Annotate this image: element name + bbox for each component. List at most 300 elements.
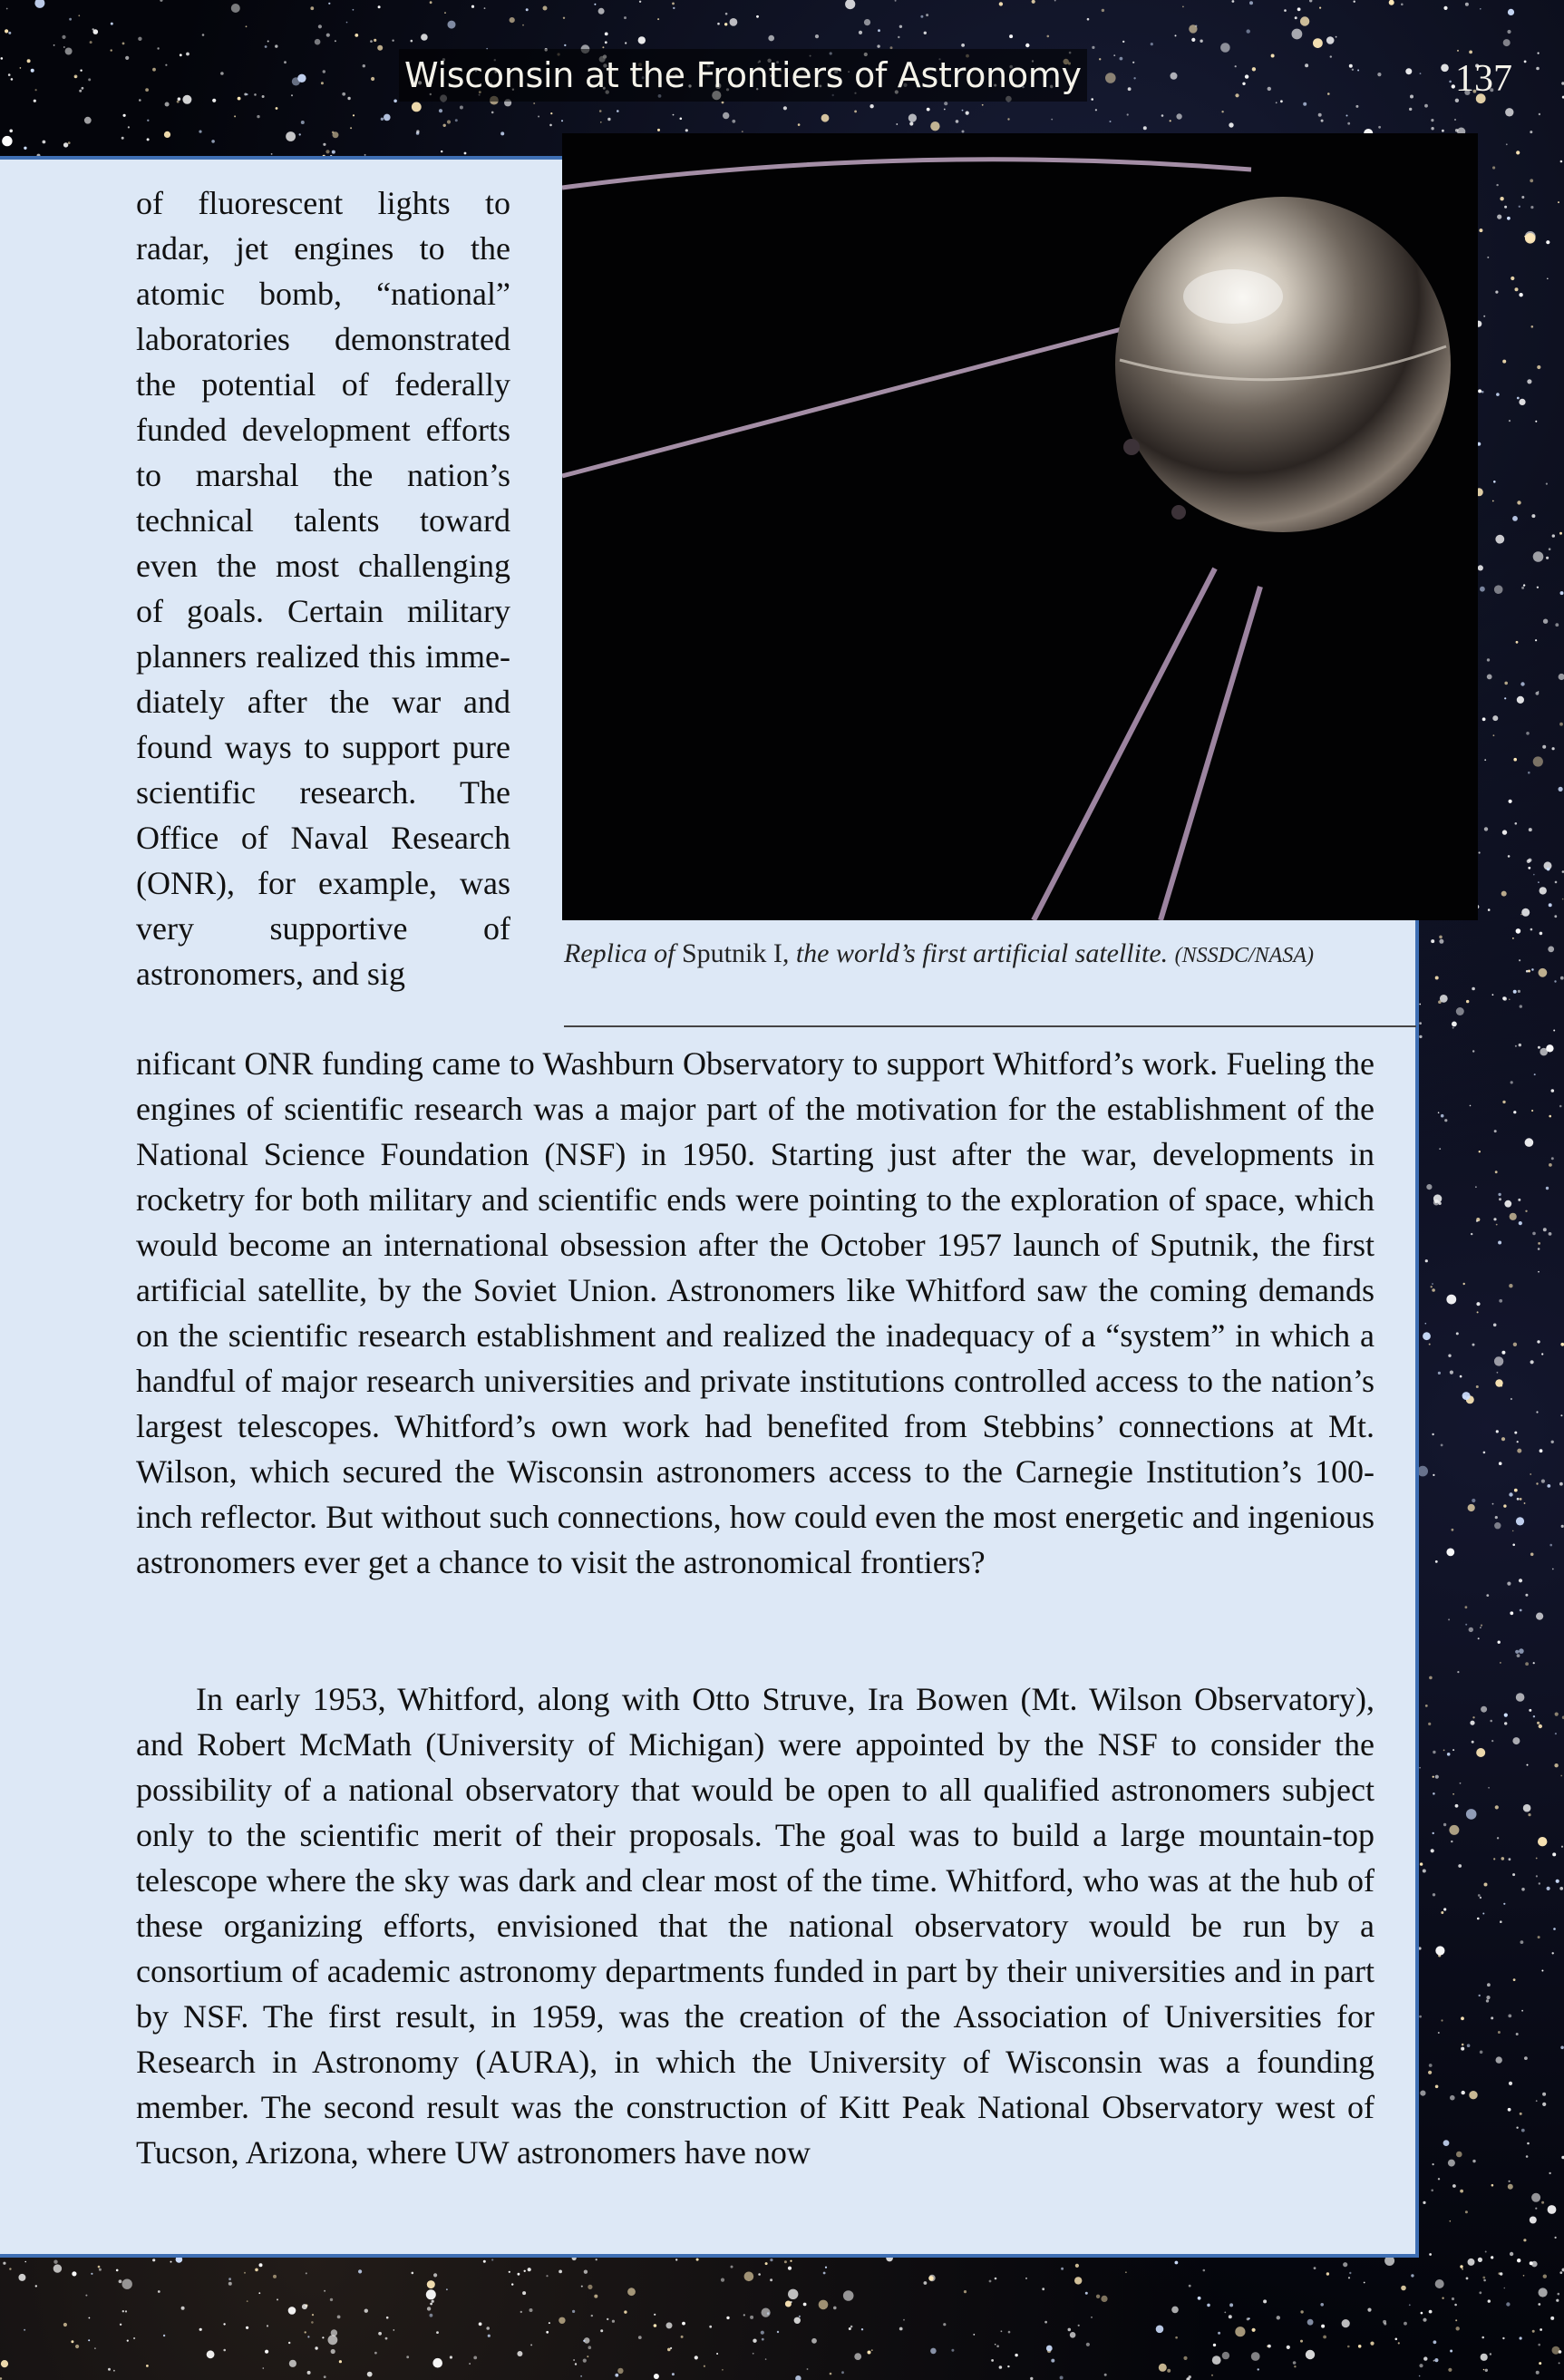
star [1417, 1466, 1428, 1477]
star [864, 19, 870, 25]
star [667, 2348, 671, 2352]
star [246, 25, 248, 27]
star [1533, 1715, 1535, 1717]
star [1519, 959, 1520, 961]
star [1502, 830, 1507, 834]
caption-rest: , the world’s first artificial satellite. [782, 938, 1175, 968]
star [1560, 1414, 1562, 1416]
star [157, 47, 159, 49]
star [1482, 717, 1486, 721]
star [31, 69, 34, 73]
star [899, 2327, 903, 2331]
star [1521, 196, 1524, 199]
star [716, 2353, 718, 2355]
star [1471, 1233, 1472, 1235]
star [1054, 0, 1056, 2]
star [1517, 1654, 1520, 1657]
star [1321, 120, 1324, 122]
star [1479, 2291, 1481, 2294]
star [696, 2259, 699, 2261]
star [24, 147, 26, 150]
star [624, 2310, 627, 2313]
star [1306, 2350, 1315, 2359]
star [1466, 2278, 1469, 2280]
paragraph-1-narrow-column: of fluorescent lights to radar, jet engines to the atomic bomb, “national” laboratories demonstrated the potential of federally funded development efforts to marshal the nation’s technical talents toward even the most challenging of goals. Certain military planners realized this immediately after the war and found ways to support pure scientific research. The Office of Naval Research (ONR), for example, was very supportive of astronomers, and sig [136, 185, 510, 992]
star [305, 2331, 306, 2333]
star [1251, 2352, 1260, 2361]
star [1245, 74, 1248, 78]
star [1435, 2279, 1444, 2288]
star [1423, 2356, 1427, 2360]
star [1504, 682, 1508, 685]
sputnik-sphere [1115, 197, 1451, 532]
star [723, 112, 729, 119]
star [1357, 70, 1359, 72]
star [1428, 1723, 1431, 1725]
star [1326, 36, 1335, 44]
star [1543, 1228, 1547, 1231]
star [1450, 1371, 1453, 1375]
star [1515, 1650, 1519, 1654]
star [1517, 696, 1524, 704]
star [1439, 936, 1443, 939]
star [1525, 1138, 1534, 1147]
star [638, 36, 646, 44]
star [1539, 2362, 1541, 2365]
star [807, 2368, 809, 2370]
star [1477, 1918, 1480, 1920]
star [323, 143, 325, 146]
star [1503, 1903, 1505, 1905]
star [353, 114, 355, 116]
star [1303, 102, 1307, 106]
star [790, 2260, 792, 2262]
star [520, 2311, 522, 2313]
star [1441, 1444, 1443, 1447]
star [1495, 535, 1504, 544]
star [246, 93, 248, 95]
star [517, 2351, 522, 2356]
star [416, 130, 419, 132]
star [1441, 1911, 1443, 1914]
star [1189, 2285, 1191, 2288]
star [324, 2290, 325, 2292]
star [1502, 360, 1506, 364]
star [1519, 293, 1522, 296]
star [1555, 881, 1558, 884]
star [88, 78, 91, 81]
star [868, 2351, 871, 2355]
star [1377, 73, 1381, 76]
star [681, 2336, 684, 2338]
star [1538, 2344, 1540, 2346]
star [1517, 1441, 1519, 1443]
star [1456, 1007, 1464, 1015]
star [1549, 1544, 1552, 1547]
star [164, 131, 170, 138]
star [1455, 1804, 1459, 1808]
star [823, 2272, 826, 2275]
star [1519, 1221, 1522, 1225]
star [533, 102, 535, 104]
star [1434, 2358, 1438, 2362]
star [127, 2340, 129, 2342]
star [930, 121, 939, 131]
star [1540, 2328, 1542, 2331]
star [125, 56, 129, 60]
star [1455, 2319, 1457, 2321]
star [1520, 1609, 1522, 1612]
star [1113, 54, 1115, 56]
star [799, 2316, 801, 2317]
star [1541, 1480, 1545, 1483]
star [1549, 903, 1552, 907]
star [1448, 1355, 1451, 1357]
star [24, 2329, 25, 2331]
star [1559, 723, 1563, 726]
star [1530, 1473, 1531, 1475]
star [572, 2310, 575, 2313]
star [147, 120, 149, 121]
star [1452, 1793, 1454, 1795]
star [220, 72, 224, 75]
star [1508, 9, 1514, 15]
star [1470, 1105, 1472, 1107]
star [1252, 2328, 1256, 2332]
star [393, 100, 397, 103]
star [223, 2323, 225, 2325]
star [1343, 2262, 1347, 2267]
star [1429, 2310, 1433, 2314]
star [312, 2314, 314, 2316]
star [612, 2320, 615, 2323]
star [1536, 2371, 1540, 2375]
star [1555, 1733, 1557, 1734]
star [1508, 2108, 1511, 2112]
star [1554, 980, 1556, 982]
star [1483, 2369, 1485, 2371]
star [1540, 887, 1547, 894]
star [1443, 2140, 1450, 2146]
star [1479, 851, 1481, 853]
star [1462, 2268, 1463, 2270]
star [594, 2295, 597, 2298]
star [1222, 2352, 1229, 2359]
star [119, 2279, 122, 2283]
star [182, 95, 191, 104]
star [99, 2268, 102, 2271]
star [794, 2317, 801, 2324]
star [1461, 2047, 1464, 2051]
caption-rule [564, 1025, 1416, 1027]
star [1425, 1259, 1428, 1262]
star [1428, 2071, 1432, 2074]
star [1558, 2293, 1560, 2296]
star [617, 110, 619, 112]
star [1476, 1748, 1485, 1757]
star [1252, 67, 1256, 71]
star [1450, 2095, 1455, 2101]
star [1007, 118, 1009, 120]
star [355, 34, 358, 37]
star [1405, 68, 1412, 74]
star [1509, 1858, 1511, 1860]
star [1429, 1676, 1433, 1680]
star [1531, 2193, 1540, 2202]
star [1478, 565, 1483, 570]
star [1336, 36, 1337, 38]
star [564, 44, 566, 46]
star [1271, 54, 1275, 58]
star [1470, 1721, 1474, 1725]
star [1472, 1344, 1475, 1346]
star [1494, 1130, 1497, 1132]
star [1452, 1749, 1454, 1751]
star [385, 2337, 388, 2340]
star [406, 2356, 409, 2358]
star [1561, 1846, 1563, 1848]
star [580, 2375, 582, 2377]
star [1519, 399, 1525, 405]
star [1554, 915, 1557, 918]
star [1516, 1693, 1525, 1702]
star [427, 2307, 431, 2310]
star [163, 2335, 165, 2336]
star [223, 2349, 226, 2352]
star [898, 36, 899, 38]
star [1560, 976, 1564, 980]
star [1547, 1887, 1550, 1890]
star [1347, 2346, 1350, 2348]
star [1300, 16, 1309, 25]
star [1496, 2056, 1502, 2063]
star [1555, 1713, 1559, 1716]
star [1480, 1897, 1481, 1899]
star [353, 9, 355, 11]
star [3, 2262, 5, 2265]
star [1535, 421, 1537, 423]
star [267, 41, 269, 43]
star [5, 29, 8, 33]
star [1506, 2302, 1510, 2306]
star [546, 2275, 548, 2277]
star [1551, 1157, 1554, 1160]
star [1170, 120, 1171, 121]
star [1323, 2336, 1326, 2339]
star [1015, 2354, 1017, 2356]
star [421, 34, 428, 41]
star [1235, 65, 1237, 67]
star [1558, 201, 1559, 203]
star [1510, 1611, 1513, 1615]
star [1176, 113, 1181, 119]
star [1432, 1288, 1435, 1292]
star [1478, 2258, 1482, 2262]
star [443, 124, 446, 127]
star [1492, 994, 1494, 996]
star [432, 2358, 442, 2368]
star [0, 2377, 2, 2380]
star [1424, 104, 1428, 108]
star [500, 131, 504, 135]
star [1404, 2322, 1407, 2326]
star [146, 2365, 149, 2367]
star [444, 12, 446, 14]
star [1510, 2252, 1513, 2256]
star [1556, 1880, 1559, 1883]
star [315, 2346, 317, 2349]
star [1512, 516, 1518, 521]
star [1531, 968, 1534, 971]
star [1426, 1184, 1432, 1190]
star [311, 2321, 314, 2324]
star [160, 0, 162, 2]
sphere-highlight [1183, 269, 1283, 324]
star [491, 2259, 493, 2260]
star [944, 102, 947, 105]
star [1346, 115, 1348, 117]
star [1433, 1200, 1440, 1206]
star [1537, 587, 1539, 588]
star [1095, 109, 1097, 111]
star [1433, 1776, 1434, 1778]
star [1508, 855, 1511, 858]
star [1517, 1449, 1521, 1453]
star [878, 29, 880, 32]
star [98, 2266, 101, 2268]
star [1425, 1705, 1428, 1707]
star [717, 23, 720, 25]
star [1495, 1516, 1498, 1519]
star [1442, 2297, 1443, 2299]
star [1536, 1858, 1538, 1860]
star [1513, 1343, 1517, 1346]
star [1529, 1709, 1531, 1712]
star [1541, 1353, 1543, 1355]
star [1492, 166, 1495, 169]
star [1560, 1775, 1562, 1777]
star [784, 2260, 787, 2263]
star [1551, 1089, 1555, 1093]
star [1419, 2016, 1422, 2018]
star [1521, 2010, 1523, 2012]
star [1191, 38, 1195, 42]
star [1462, 2044, 1464, 2046]
star [1419, 1035, 1422, 1038]
star [325, 150, 329, 153]
star [1482, 2277, 1485, 2279]
star [1425, 1323, 1427, 1325]
star [927, 108, 930, 112]
star [78, 15, 80, 16]
star [926, 14, 928, 16]
star [1526, 970, 1529, 973]
star [709, 2326, 712, 2328]
star [53, 44, 55, 46]
star [596, 2259, 597, 2260]
star [1439, 939, 1443, 944]
star [346, 22, 348, 24]
star [430, 1, 432, 4]
star [1524, 61, 1527, 63]
star [1496, 1224, 1498, 1226]
star [1295, 16, 1297, 19]
star [35, 2285, 37, 2287]
star [1552, 1852, 1556, 1856]
star [1468, 2259, 1475, 2266]
star [1441, 2019, 1443, 2021]
star [321, 82, 324, 84]
star [1518, 990, 1520, 993]
star [1538, 1046, 1540, 1049]
star [1478, 389, 1481, 393]
star [1504, 206, 1507, 209]
star [1443, 6, 1447, 10]
star [1542, 2093, 1546, 2096]
star [1549, 2172, 1550, 2174]
star [363, 64, 365, 67]
star [1516, 641, 1519, 644]
caption-credit: (NSSDC/NASA) [1174, 944, 1314, 967]
star [1484, 827, 1488, 831]
star [1530, 1360, 1534, 1364]
star [68, 141, 71, 144]
star [430, 2303, 432, 2306]
star [1533, 551, 1544, 562]
star [1493, 734, 1495, 736]
star [199, 131, 201, 133]
star [1508, 2184, 1513, 2190]
star [122, 2279, 132, 2289]
star [1457, 1671, 1459, 1673]
star [301, 121, 305, 124]
star [8, 32, 11, 34]
star [1507, 30, 1511, 34]
star [1047, 35, 1050, 38]
star [1358, 2345, 1362, 2348]
antenna-mount [1171, 505, 1186, 520]
star [549, 2322, 550, 2324]
star [257, 115, 259, 118]
star [1481, 391, 1484, 393]
star [1530, 1553, 1534, 1557]
star [202, 34, 205, 36]
star [1044, 2321, 1047, 2324]
star [1500, 197, 1503, 200]
star [1523, 584, 1525, 586]
star [1538, 1248, 1540, 1250]
star [1221, 111, 1223, 112]
star [1321, 2325, 1325, 2328]
star [1509, 420, 1511, 422]
star [483, 2260, 486, 2263]
star [1496, 393, 1500, 396]
star [1159, 2364, 1167, 2372]
star [488, 2335, 491, 2337]
star [672, 3, 675, 5]
star [265, 2350, 268, 2354]
star [122, 43, 125, 45]
star [1518, 1199, 1520, 1201]
star [605, 41, 607, 44]
star [1529, 828, 1532, 831]
star [1562, 899, 1564, 900]
star [1501, 891, 1507, 897]
star [1523, 2239, 1526, 2241]
star [1488, 1787, 1490, 1789]
star [1454, 119, 1456, 121]
star [318, 24, 322, 28]
